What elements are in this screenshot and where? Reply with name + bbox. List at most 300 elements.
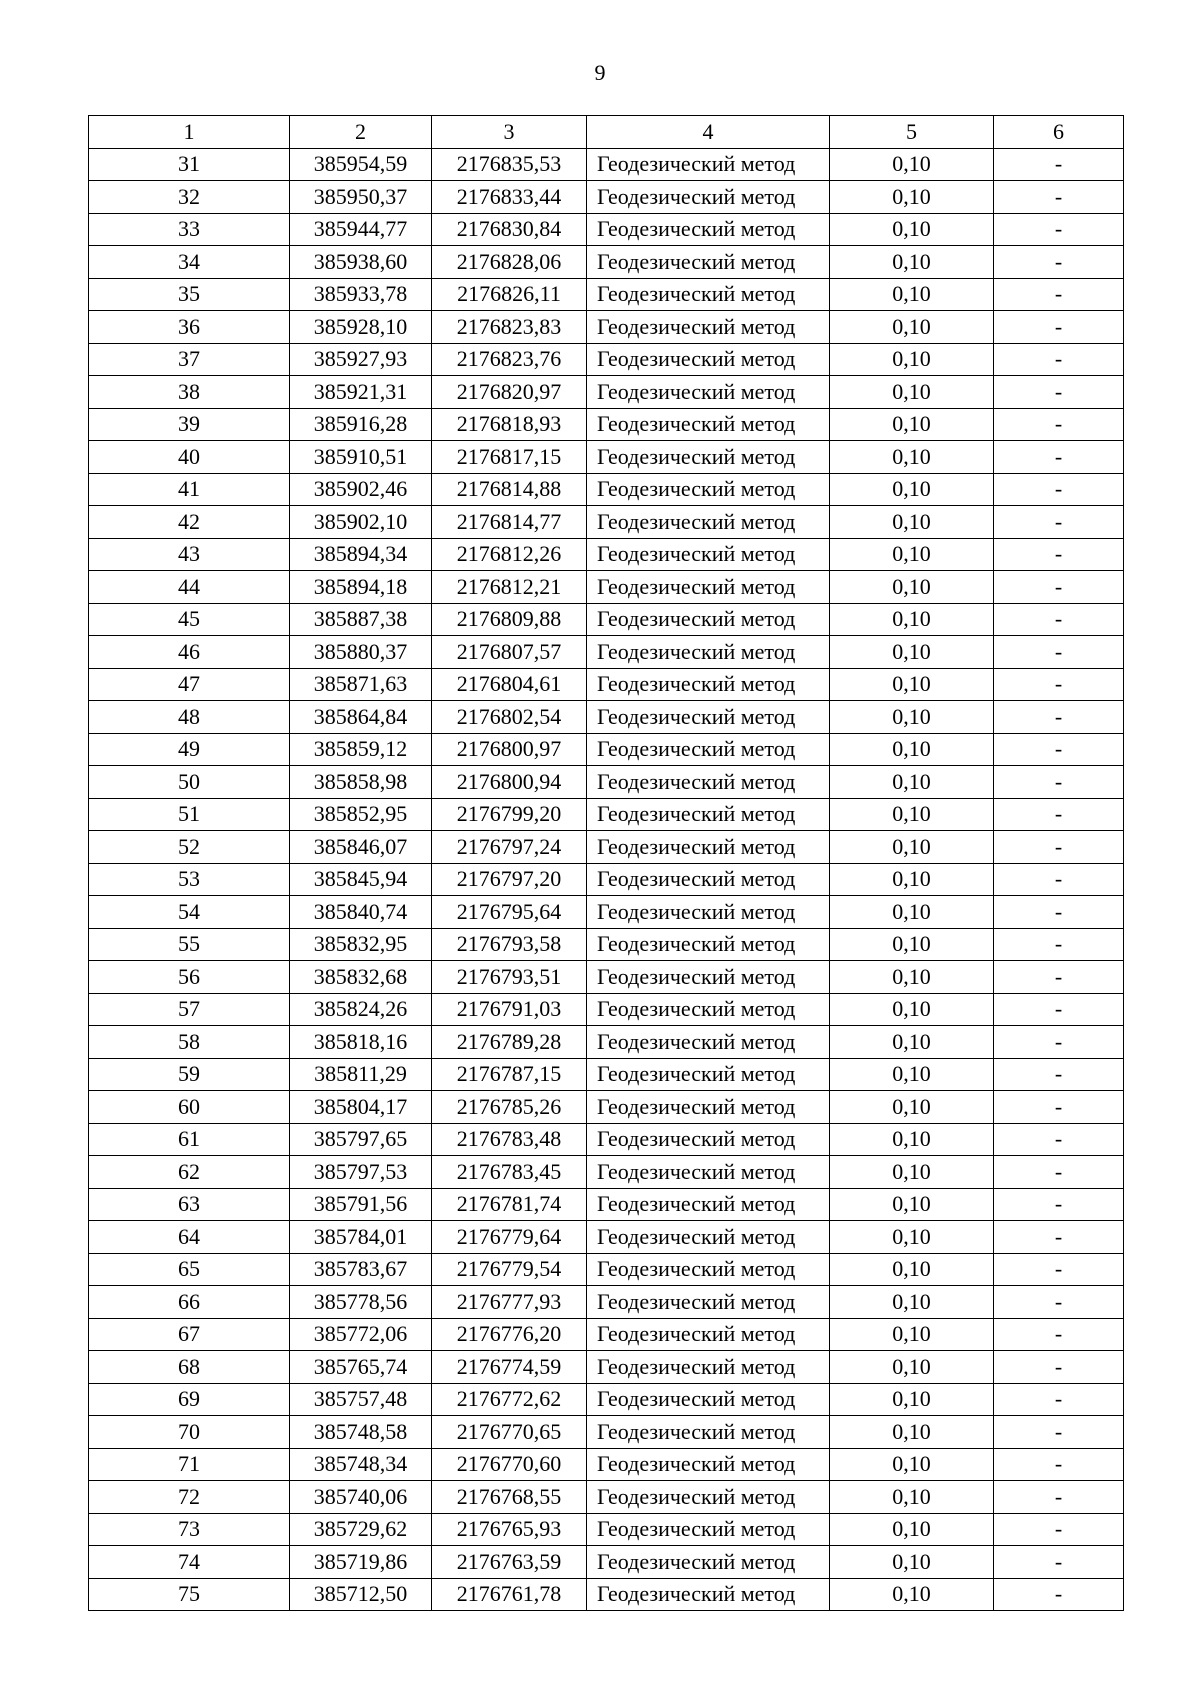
cell-coord-y: 2176785,26 <box>432 1091 587 1124</box>
cell-coord-y: 2176770,65 <box>432 1416 587 1449</box>
cell-method: Геодезический метод <box>587 603 830 636</box>
cell-accuracy: 0,10 <box>830 311 994 344</box>
cell-coord-x: 385845,94 <box>290 863 432 896</box>
cell-method: Геодезический метод <box>587 1318 830 1351</box>
cell-accuracy: 0,10 <box>830 961 994 994</box>
cell-note: - <box>994 473 1124 506</box>
cell-note: - <box>994 246 1124 279</box>
cell-accuracy: 0,10 <box>830 1318 994 1351</box>
cell-note: - <box>994 1351 1124 1384</box>
cell-point-number: 51 <box>89 798 290 831</box>
cell-method: Геодезический метод <box>587 181 830 214</box>
cell-note: - <box>994 1156 1124 1189</box>
cell-accuracy: 0,10 <box>830 376 994 409</box>
cell-point-number: 48 <box>89 701 290 734</box>
cell-coord-x: 385916,28 <box>290 408 432 441</box>
cell-coord-x: 385791,56 <box>290 1188 432 1221</box>
table-row <box>89 441 1124 474</box>
table-row <box>89 246 1124 279</box>
table-row <box>89 1253 1124 1286</box>
cell-note: - <box>994 1188 1124 1221</box>
cell-accuracy: 0,10 <box>830 636 994 669</box>
cell-method: Геодезический метод <box>587 831 830 864</box>
cell-coord-y: 2176791,03 <box>432 993 587 1026</box>
cell-note: - <box>994 1026 1124 1059</box>
cell-point-number: 64 <box>89 1221 290 1254</box>
cell-coord-x: 385950,37 <box>290 181 432 214</box>
table-row <box>89 1156 1124 1189</box>
cell-accuracy: 0,10 <box>830 1546 994 1579</box>
cell-point-number: 47 <box>89 668 290 701</box>
cell-method: Геодезический метод <box>587 1383 830 1416</box>
cell-accuracy: 0,10 <box>830 181 994 214</box>
table-row <box>89 148 1124 181</box>
cell-note: - <box>994 668 1124 701</box>
cell-coord-x: 385858,98 <box>290 766 432 799</box>
table-row <box>89 538 1124 571</box>
cell-coord-y: 2176826,11 <box>432 278 587 311</box>
table-row <box>89 928 1124 961</box>
page-number: 9 <box>594 60 606 85</box>
cell-note: - <box>994 1448 1124 1481</box>
cell-coord-x: 385910,51 <box>290 441 432 474</box>
table-row <box>89 636 1124 669</box>
cell-point-number: 54 <box>89 896 290 929</box>
cell-coord-y: 2176807,57 <box>432 636 587 669</box>
table-row <box>89 1188 1124 1221</box>
table-row <box>89 896 1124 929</box>
cell-accuracy: 0,10 <box>830 1253 994 1286</box>
cell-coord-x: 385729,62 <box>290 1513 432 1546</box>
cell-point-number: 58 <box>89 1026 290 1059</box>
cell-accuracy: 0,10 <box>830 408 994 441</box>
cell-coord-x: 385740,06 <box>290 1481 432 1514</box>
cell-point-number: 32 <box>89 181 290 214</box>
cell-method: Геодезический метод <box>587 1513 830 1546</box>
table-row <box>89 213 1124 246</box>
cell-note: - <box>994 213 1124 246</box>
cell-coord-y: 2176768,55 <box>432 1481 587 1514</box>
cell-note: - <box>994 636 1124 669</box>
cell-method: Геодезический метод <box>587 1188 830 1221</box>
cell-accuracy: 0,10 <box>830 896 994 929</box>
cell-coord-x: 385765,74 <box>290 1351 432 1384</box>
cell-note: - <box>994 928 1124 961</box>
cell-coord-x: 385894,34 <box>290 538 432 571</box>
table-row <box>89 1513 1124 1546</box>
table-row <box>89 343 1124 376</box>
table-row <box>89 1221 1124 1254</box>
table-header <box>89 116 1124 149</box>
cell-point-number: 71 <box>89 1448 290 1481</box>
cell-point-number: 45 <box>89 603 290 636</box>
cell-method: Геодезический метод <box>587 1123 830 1156</box>
cell-coord-y: 2176812,26 <box>432 538 587 571</box>
cell-accuracy: 0,10 <box>830 278 994 311</box>
table-body <box>89 148 1124 1611</box>
cell-coord-x: 385954,59 <box>290 148 432 181</box>
table-row <box>89 1578 1124 1611</box>
cell-point-number: 39 <box>89 408 290 441</box>
cell-coord-y: 2176804,61 <box>432 668 587 701</box>
cell-point-number: 59 <box>89 1058 290 1091</box>
cell-method: Геодезический метод <box>587 1481 830 1514</box>
cell-coord-x: 385757,48 <box>290 1383 432 1416</box>
cell-coord-x: 385864,84 <box>290 701 432 734</box>
cell-method: Геодезический метод <box>587 1221 830 1254</box>
cell-coord-x: 385804,17 <box>290 1091 432 1124</box>
cell-note: - <box>994 1286 1124 1319</box>
cell-accuracy: 0,10 <box>830 1286 994 1319</box>
table-row <box>89 1318 1124 1351</box>
cell-accuracy: 0,10 <box>830 831 994 864</box>
cell-accuracy: 0,10 <box>830 441 994 474</box>
cell-point-number: 41 <box>89 473 290 506</box>
cell-method: Геодезический метод <box>587 538 830 571</box>
table-row <box>89 506 1124 539</box>
table-row <box>89 1383 1124 1416</box>
cell-method: Геодезический метод <box>587 1058 830 1091</box>
cell-point-number: 50 <box>89 766 290 799</box>
cell-coord-y: 2176761,78 <box>432 1578 587 1611</box>
cell-accuracy: 0,10 <box>830 798 994 831</box>
cell-accuracy: 0,10 <box>830 863 994 896</box>
cell-coord-x: 385784,01 <box>290 1221 432 1254</box>
cell-coord-x: 385811,29 <box>290 1058 432 1091</box>
cell-coord-x: 385894,18 <box>290 571 432 604</box>
cell-coord-y: 2176763,59 <box>432 1546 587 1579</box>
cell-accuracy: 0,10 <box>830 928 994 961</box>
cell-coord-x: 385783,67 <box>290 1253 432 1286</box>
cell-note: - <box>994 441 1124 474</box>
cell-note: - <box>994 1253 1124 1286</box>
cell-point-number: 62 <box>89 1156 290 1189</box>
cell-method: Геодезический метод <box>587 928 830 961</box>
cell-point-number: 70 <box>89 1416 290 1449</box>
cell-point-number: 53 <box>89 863 290 896</box>
cell-note: - <box>994 148 1124 181</box>
cell-method: Геодезический метод <box>587 311 830 344</box>
cell-coord-x: 385712,50 <box>290 1578 432 1611</box>
cell-point-number: 65 <box>89 1253 290 1286</box>
cell-coord-x: 385797,65 <box>290 1123 432 1156</box>
cell-method: Геодезический метод <box>587 1156 830 1189</box>
cell-note: - <box>994 1546 1124 1579</box>
cell-accuracy: 0,10 <box>830 1351 994 1384</box>
cell-coord-y: 2176765,93 <box>432 1513 587 1546</box>
cell-coord-x: 385887,38 <box>290 603 432 636</box>
table-row <box>89 961 1124 994</box>
cell-coord-y: 2176814,88 <box>432 473 587 506</box>
cell-note: - <box>994 506 1124 539</box>
cell-method: Геодезический метод <box>587 1026 830 1059</box>
cell-accuracy: 0,10 <box>830 1026 994 1059</box>
table-row <box>89 1448 1124 1481</box>
table-row <box>89 1058 1124 1091</box>
table-row <box>89 408 1124 441</box>
cell-coord-y: 2176830,84 <box>432 213 587 246</box>
cell-note: - <box>994 1416 1124 1449</box>
cell-coord-y: 2176800,97 <box>432 733 587 766</box>
cell-note: - <box>994 831 1124 864</box>
cell-method: Геодезический метод <box>587 1546 830 1579</box>
cell-accuracy: 0,10 <box>830 701 994 734</box>
cell-point-number: 33 <box>89 213 290 246</box>
cell-method: Геодезический метод <box>587 506 830 539</box>
cell-method: Геодезический метод <box>587 798 830 831</box>
cell-accuracy: 0,10 <box>830 603 994 636</box>
table-row <box>89 733 1124 766</box>
cell-point-number: 63 <box>89 1188 290 1221</box>
cell-note: - <box>994 311 1124 344</box>
cell-point-number: 36 <box>89 311 290 344</box>
cell-coord-y: 2176774,59 <box>432 1351 587 1384</box>
table-row <box>89 376 1124 409</box>
table-row <box>89 831 1124 864</box>
cell-coord-x: 385859,12 <box>290 733 432 766</box>
cell-point-number: 55 <box>89 928 290 961</box>
cell-coord-y: 2176814,77 <box>432 506 587 539</box>
cell-point-number: 74 <box>89 1546 290 1579</box>
cell-coord-x: 385852,95 <box>290 798 432 831</box>
cell-coord-x: 385778,56 <box>290 1286 432 1319</box>
cell-point-number: 66 <box>89 1286 290 1319</box>
cell-method: Геодезический метод <box>587 408 830 441</box>
cell-coord-y: 2176783,45 <box>432 1156 587 1189</box>
cell-method: Геодезический метод <box>587 863 830 896</box>
cell-note: - <box>994 798 1124 831</box>
header-cell-2: 2 <box>290 116 432 149</box>
cell-accuracy: 0,10 <box>830 506 994 539</box>
cell-note: - <box>994 1123 1124 1156</box>
cell-note: - <box>994 376 1124 409</box>
cell-method: Геодезический метод <box>587 1416 830 1449</box>
cell-coord-x: 385880,37 <box>290 636 432 669</box>
cell-accuracy: 0,10 <box>830 1448 994 1481</box>
cell-note: - <box>994 1383 1124 1416</box>
cell-coord-y: 2176781,74 <box>432 1188 587 1221</box>
cell-note: - <box>994 733 1124 766</box>
cell-accuracy: 0,10 <box>830 571 994 604</box>
cell-coord-y: 2176799,20 <box>432 798 587 831</box>
cell-point-number: 38 <box>89 376 290 409</box>
cell-coord-y: 2176820,97 <box>432 376 587 409</box>
cell-method: Геодезический метод <box>587 441 830 474</box>
cell-method: Геодезический метод <box>587 473 830 506</box>
cell-coord-y: 2176779,64 <box>432 1221 587 1254</box>
table-row <box>89 571 1124 604</box>
cell-coord-y: 2176772,62 <box>432 1383 587 1416</box>
cell-point-number: 61 <box>89 1123 290 1156</box>
cell-accuracy: 0,10 <box>830 1221 994 1254</box>
table-row <box>89 1416 1124 1449</box>
cell-method: Геодезический метод <box>587 733 830 766</box>
cell-coord-x: 385748,34 <box>290 1448 432 1481</box>
cell-coord-x: 385902,46 <box>290 473 432 506</box>
header-row <box>89 116 1124 149</box>
cell-coord-x: 385944,77 <box>290 213 432 246</box>
cell-accuracy: 0,10 <box>830 766 994 799</box>
cell-accuracy: 0,10 <box>830 1383 994 1416</box>
cell-note: - <box>994 181 1124 214</box>
cell-coord-x: 385748,58 <box>290 1416 432 1449</box>
cell-coord-y: 2176776,20 <box>432 1318 587 1351</box>
cell-point-number: 49 <box>89 733 290 766</box>
cell-point-number: 44 <box>89 571 290 604</box>
cell-coord-x: 385938,60 <box>290 246 432 279</box>
cell-coord-x: 385832,95 <box>290 928 432 961</box>
cell-point-number: 75 <box>89 1578 290 1611</box>
cell-point-number: 57 <box>89 993 290 1026</box>
cell-accuracy: 0,10 <box>830 1513 994 1546</box>
table-row <box>89 1546 1124 1579</box>
table-row <box>89 1481 1124 1514</box>
cell-note: - <box>994 863 1124 896</box>
cell-method: Геодезический метод <box>587 993 830 1026</box>
cell-point-number: 34 <box>89 246 290 279</box>
cell-point-number: 68 <box>89 1351 290 1384</box>
cell-method: Геодезический метод <box>587 213 830 246</box>
cell-point-number: 67 <box>89 1318 290 1351</box>
cell-coord-x: 385902,10 <box>290 506 432 539</box>
header-cell-6: 6 <box>994 116 1124 149</box>
cell-accuracy: 0,10 <box>830 343 994 376</box>
cell-accuracy: 0,10 <box>830 733 994 766</box>
cell-method: Геодезический метод <box>587 668 830 701</box>
cell-coord-y: 2176783,48 <box>432 1123 587 1156</box>
coordinates-table <box>88 115 1124 1611</box>
cell-coord-x: 385719,86 <box>290 1546 432 1579</box>
cell-coord-x: 385832,68 <box>290 961 432 994</box>
cell-note: - <box>994 1513 1124 1546</box>
cell-note: - <box>994 1091 1124 1124</box>
cell-accuracy: 0,10 <box>830 1416 994 1449</box>
cell-coord-x: 385840,74 <box>290 896 432 929</box>
cell-coord-y: 2176835,53 <box>432 148 587 181</box>
cell-coord-y: 2176802,54 <box>432 701 587 734</box>
cell-accuracy: 0,10 <box>830 473 994 506</box>
cell-coord-y: 2176818,93 <box>432 408 587 441</box>
cell-coord-x: 385921,31 <box>290 376 432 409</box>
cell-coord-y: 2176809,88 <box>432 603 587 636</box>
cell-point-number: 37 <box>89 343 290 376</box>
cell-coord-x: 385928,10 <box>290 311 432 344</box>
cell-accuracy: 0,10 <box>830 993 994 1026</box>
cell-accuracy: 0,10 <box>830 213 994 246</box>
cell-accuracy: 0,10 <box>830 1058 994 1091</box>
cell-point-number: 56 <box>89 961 290 994</box>
table-row <box>89 1351 1124 1384</box>
cell-method: Геодезический метод <box>587 1351 830 1384</box>
header-cell-4: 4 <box>587 116 830 149</box>
cell-accuracy: 0,10 <box>830 1156 994 1189</box>
table-row <box>89 863 1124 896</box>
cell-coord-y: 2176800,94 <box>432 766 587 799</box>
cell-accuracy: 0,10 <box>830 668 994 701</box>
table-row <box>89 311 1124 344</box>
table-row <box>89 473 1124 506</box>
cell-coord-y: 2176797,24 <box>432 831 587 864</box>
cell-method: Геодезический метод <box>587 571 830 604</box>
table-row <box>89 1026 1124 1059</box>
cell-note: - <box>994 993 1124 1026</box>
cell-accuracy: 0,10 <box>830 1481 994 1514</box>
cell-method: Геодезический метод <box>587 701 830 734</box>
cell-coord-y: 2176793,51 <box>432 961 587 994</box>
cell-method: Геодезический метод <box>587 1253 830 1286</box>
cell-accuracy: 0,10 <box>830 148 994 181</box>
cell-point-number: 52 <box>89 831 290 864</box>
table-row <box>89 278 1124 311</box>
cell-note: - <box>994 701 1124 734</box>
cell-coord-y: 2176823,76 <box>432 343 587 376</box>
table-row <box>89 798 1124 831</box>
cell-note: - <box>994 1578 1124 1611</box>
cell-coord-x: 385824,26 <box>290 993 432 1026</box>
cell-note: - <box>994 896 1124 929</box>
cell-coord-y: 2176779,54 <box>432 1253 587 1286</box>
table-row <box>89 993 1124 1026</box>
header-cell-5: 5 <box>830 116 994 149</box>
cell-point-number: 42 <box>89 506 290 539</box>
cell-note: - <box>994 278 1124 311</box>
table-row <box>89 603 1124 636</box>
cell-coord-y: 2176817,15 <box>432 441 587 474</box>
cell-coord-y: 2176823,83 <box>432 311 587 344</box>
cell-note: - <box>994 408 1124 441</box>
cell-coord-y: 2176787,15 <box>432 1058 587 1091</box>
cell-method: Геодезический метод <box>587 343 830 376</box>
cell-point-number: 60 <box>89 1091 290 1124</box>
cell-note: - <box>994 961 1124 994</box>
cell-coord-x: 385933,78 <box>290 278 432 311</box>
table-row <box>89 181 1124 214</box>
table-row <box>89 668 1124 701</box>
cell-accuracy: 0,10 <box>830 1578 994 1611</box>
table-row <box>89 766 1124 799</box>
cell-method: Геодезический метод <box>587 896 830 929</box>
cell-accuracy: 0,10 <box>830 1123 994 1156</box>
cell-note: - <box>994 538 1124 571</box>
cell-accuracy: 0,10 <box>830 1091 994 1124</box>
cell-coord-x: 385846,07 <box>290 831 432 864</box>
cell-coord-y: 2176793,58 <box>432 928 587 961</box>
cell-coord-x: 385772,06 <box>290 1318 432 1351</box>
cell-method: Геодезический метод <box>587 376 830 409</box>
cell-note: - <box>994 343 1124 376</box>
cell-coord-y: 2176795,64 <box>432 896 587 929</box>
cell-point-number: 40 <box>89 441 290 474</box>
header-cell-1: 1 <box>89 116 290 149</box>
cell-accuracy: 0,10 <box>830 246 994 279</box>
cell-point-number: 43 <box>89 538 290 571</box>
cell-note: - <box>994 1058 1124 1091</box>
cell-method: Геодезический метод <box>587 766 830 799</box>
cell-note: - <box>994 1318 1124 1351</box>
header-cell-3: 3 <box>432 116 587 149</box>
cell-coord-y: 2176789,28 <box>432 1026 587 1059</box>
cell-method: Геодезический метод <box>587 1286 830 1319</box>
cell-point-number: 46 <box>89 636 290 669</box>
cell-coord-y: 2176828,06 <box>432 246 587 279</box>
cell-point-number: 73 <box>89 1513 290 1546</box>
cell-method: Геодезический метод <box>587 278 830 311</box>
cell-method: Геодезический метод <box>587 636 830 669</box>
cell-method: Геодезический метод <box>587 1091 830 1124</box>
cell-point-number: 72 <box>89 1481 290 1514</box>
cell-method: Геодезический метод <box>587 1448 830 1481</box>
cell-accuracy: 0,10 <box>830 1188 994 1221</box>
